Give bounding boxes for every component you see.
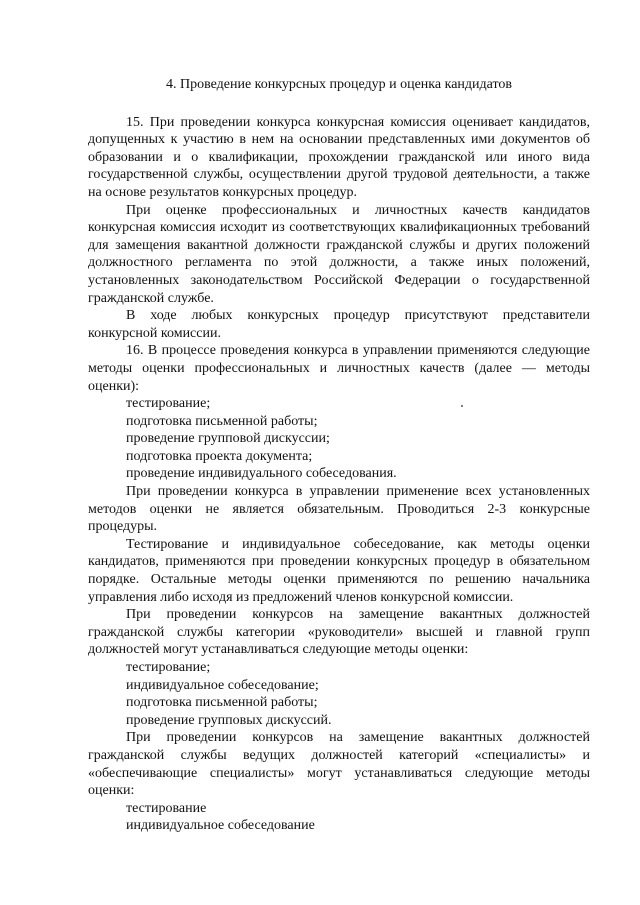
scan-speck — [461, 405, 463, 407]
list-item: проведение групповых дискуссий. — [126, 712, 332, 728]
paragraph-16-optional: При проведении конкурса в управлении применение всех установленных методов оценки не является обязательным. Проводиться 2-3 конкурсные процедуры. — [88, 484, 590, 535]
list-item: индивидуальное собеседование — [126, 818, 315, 834]
list-item: индивидуальное собеседование; — [126, 677, 319, 693]
list-item: тестирование; — [126, 660, 211, 675]
list-item: тестирование; — [126, 396, 211, 412]
paragraph-16-leaders: При проведении конкурсов на замещение вакантных должностей гражданской службы категории «руководители» высшей и главной групп должностей могут устанавливаться следующие методы оценки: — [88, 607, 590, 658]
paragraph-15: 15. При проведении конкурса конкурсная комиссия оценивает кандидатов, допущенных к участию в нем на основании представленных ими документов об образовании и о квалификации, прохождении гражданской или иного вида государственной службы, осуществлении другой трудовой деятельности, а также на основе результатов конкурсных процедур. — [88, 114, 590, 200]
list-item: подготовка проекта документа; — [126, 448, 313, 464]
paragraph-16: 16. В процессе проведения конкурса в управлении применяются следующие методы оценки профессиональных и личностных качеств (далее — методы оценки): — [88, 343, 590, 394]
paragraph-15-evaluation: При оценке профессиональных и личностных качеств кандидатов конкурсная комиссия исходит из соответствующих квалификационных требований для замещения вакантной должности гражданской службы и других положений должностного регламента по этой должности, а также иных положений, установленных законодательством Российской Федерации о государственной гражданской службе. — [88, 202, 590, 306]
list-item: подготовка письменной работы; — [126, 695, 318, 711]
list-item: проведение индивидуального собеседования. — [126, 466, 397, 482]
paragraph-16-specialists: При проведении конкурсов на замещение вакантных должностей гражданской службы ведущих должностей категорий «специалисты» и «обеспечивающие специалисты» могут устанавливаться следующие методы оценки: — [88, 730, 590, 799]
list-item: тестирование — [126, 800, 207, 816]
paragraph-15-representatives: В ходе любых конкурсных процедур присутствуют представители конкурсной комиссии. — [88, 308, 590, 341]
list-item: проведение групповой дискуссии; — [126, 431, 330, 447]
list-item: подготовка письменной работы; — [126, 413, 318, 429]
section-heading: 4. Проведение конкурсных процедур и оценка кандидатов — [165, 77, 513, 92]
paragraph-16-mandatory: Тестирование и индивидуальное собеседование, как методы оценки кандидатов, применяются при проведении конкурсных процедур в обязательном порядке. Остальные методы оценки применяются по решению начальника управления либо исходя из предложений членов конкурсной комиссии. — [88, 536, 590, 605]
